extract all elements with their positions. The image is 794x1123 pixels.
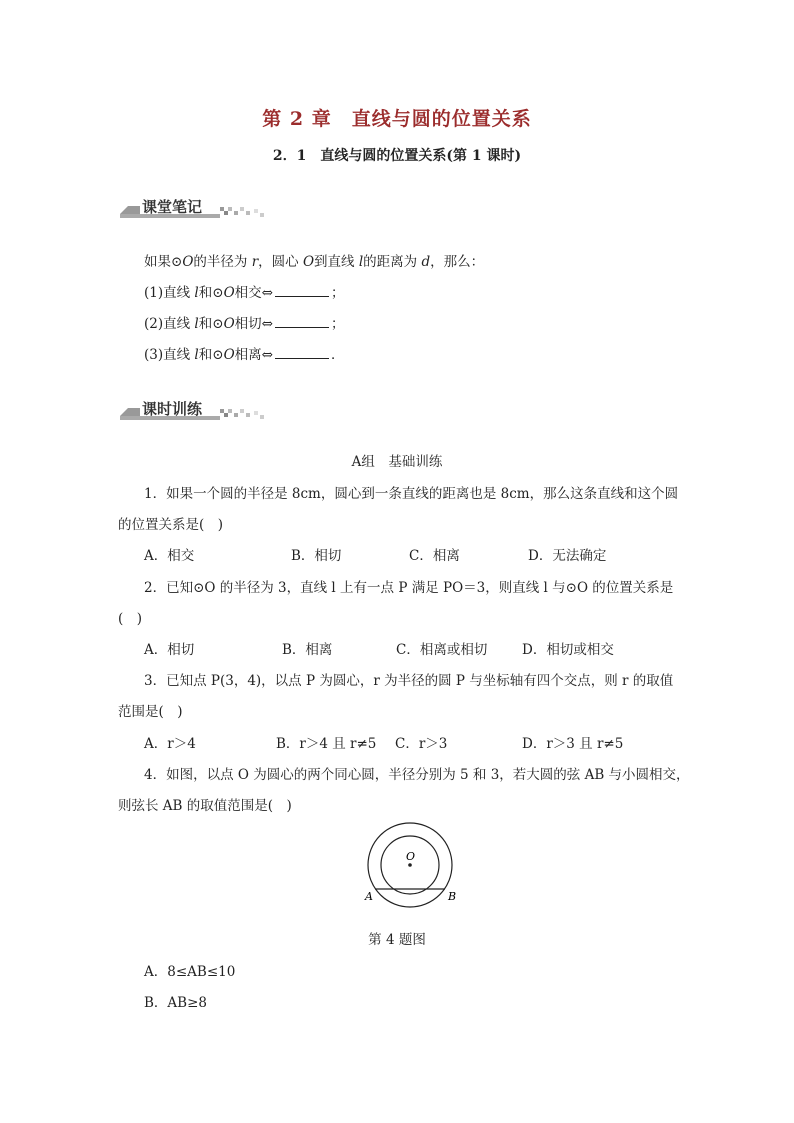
training-banner: [118, 396, 268, 424]
answer-blank[interactable]: [275, 345, 329, 359]
question-1-stem: 1．如果一个圆的半径是 8cm，圆心到一条直线的距离也是 8cm，那么这条直线和这个圆: [144, 486, 679, 502]
label-o: O: [406, 850, 416, 863]
chapter-title: 第 2 章 直线与圆的位置关系: [262, 108, 532, 130]
question-2-stem-cont: ( ): [118, 611, 143, 627]
intro-text: ，那么：: [430, 254, 485, 270]
notes-banner: [118, 194, 268, 222]
question-4-stem-cont: 则弦长 AB 的取值范围是( ): [118, 798, 292, 814]
item-text: 相离⇔: [234, 347, 273, 363]
question-2-stem: 2．已知⊙O 的半径为 3，直线 l 上有一点 P 满足 PO＝3，则直线 l 与⊙O 的位置关系是: [144, 580, 674, 596]
question-2-option-c[interactable]: C．相离或相切: [396, 642, 488, 658]
item-var-l: l: [194, 316, 199, 332]
item-text: 和⊙: [198, 347, 224, 363]
item-text: 相交⇔: [234, 285, 273, 301]
question-1-option-c[interactable]: C．相离: [409, 548, 460, 564]
training-heading: 课时训练: [142, 400, 203, 418]
notes-intro: [144, 252, 484, 272]
question-1-option-a[interactable]: A．相交: [144, 548, 195, 564]
group-heading: A组 基础训练: [351, 454, 443, 470]
label-a: A: [365, 890, 373, 903]
question-4-option-b[interactable]: B．AB≥8: [144, 995, 207, 1011]
question-2-option-a[interactable]: A．相切: [144, 642, 195, 658]
intro-text: 如果⊙: [144, 254, 183, 270]
item-text: (2)直线: [144, 316, 195, 332]
item-text: 相切⇔: [234, 316, 273, 332]
question-3-stem-cont: 范围是( ): [118, 704, 183, 720]
question-3-option-a[interactable]: A．r＞4: [144, 736, 196, 752]
intro-text: 的半径为: [193, 254, 252, 270]
item-var-o: O: [223, 316, 235, 332]
intro-text: 的距离为: [363, 254, 422, 270]
question-1-option-d[interactable]: D．无法确定: [528, 548, 607, 564]
label-b: B: [448, 890, 457, 903]
question-1-option-b[interactable]: B．相切: [291, 548, 342, 564]
intro-var-r: r: [251, 254, 259, 270]
question-4-option-a[interactable]: A．8≤AB≤10: [144, 964, 236, 980]
intro-var-l: l: [358, 254, 364, 270]
question-3-option-d[interactable]: D．r＞3 且 r≠5: [522, 736, 624, 752]
question-3-option-b[interactable]: B．r＞4 且 r≠5: [276, 736, 377, 752]
notes-item: [144, 345, 344, 365]
item-text: ；: [330, 316, 345, 332]
question-2-option-b[interactable]: B．相离: [282, 642, 333, 658]
figure-caption: 第 4 题图: [368, 932, 426, 948]
intro-text: 到直线: [314, 254, 359, 270]
question-1-stem-cont: 的位置关系是( ): [118, 517, 224, 533]
question-3-stem: 3．已知点 P(3，4)，以点 P 为圆心，r 为半径的圆 P 与坐标轴有四个交点，则 r 的取值: [144, 673, 674, 689]
intro-var-o: O: [182, 254, 194, 270]
answer-blank[interactable]: [275, 314, 329, 328]
item-text: (3)直线: [144, 347, 195, 363]
item-text: 和⊙: [198, 316, 224, 332]
notes-item: [144, 314, 344, 334]
question-3-option-c[interactable]: C．r＞3: [395, 736, 448, 752]
question-4-stem: 4．如图，以点 O 为圆心的两个同心圆，半径分别为 5 和 3，若大圆的弦 AB 与小圆相交，: [144, 767, 690, 783]
intro-text: ，圆心: [258, 254, 303, 270]
item-text: (1)直线: [144, 285, 195, 301]
item-text: ．: [330, 347, 345, 363]
answer-blank[interactable]: [275, 283, 329, 297]
item-text: 和⊙: [198, 285, 224, 301]
center-point: [408, 863, 412, 867]
concentric-circles-figure: [360, 822, 460, 908]
section-subtitle: 2．1 直线与圆的位置关系(第 1 课时): [272, 148, 522, 164]
item-var-o: O: [223, 347, 235, 363]
intro-var-o: O: [302, 254, 315, 270]
item-var-l: l: [194, 347, 199, 363]
item-text: ；: [330, 285, 345, 301]
notes-heading: 课堂笔记: [142, 198, 203, 216]
item-var-l: l: [194, 285, 199, 301]
intro-var-d: d: [421, 254, 431, 270]
item-var-o: O: [223, 285, 235, 301]
question-2-option-d[interactable]: D．相切或相交: [522, 642, 614, 658]
notes-item: [144, 283, 344, 303]
